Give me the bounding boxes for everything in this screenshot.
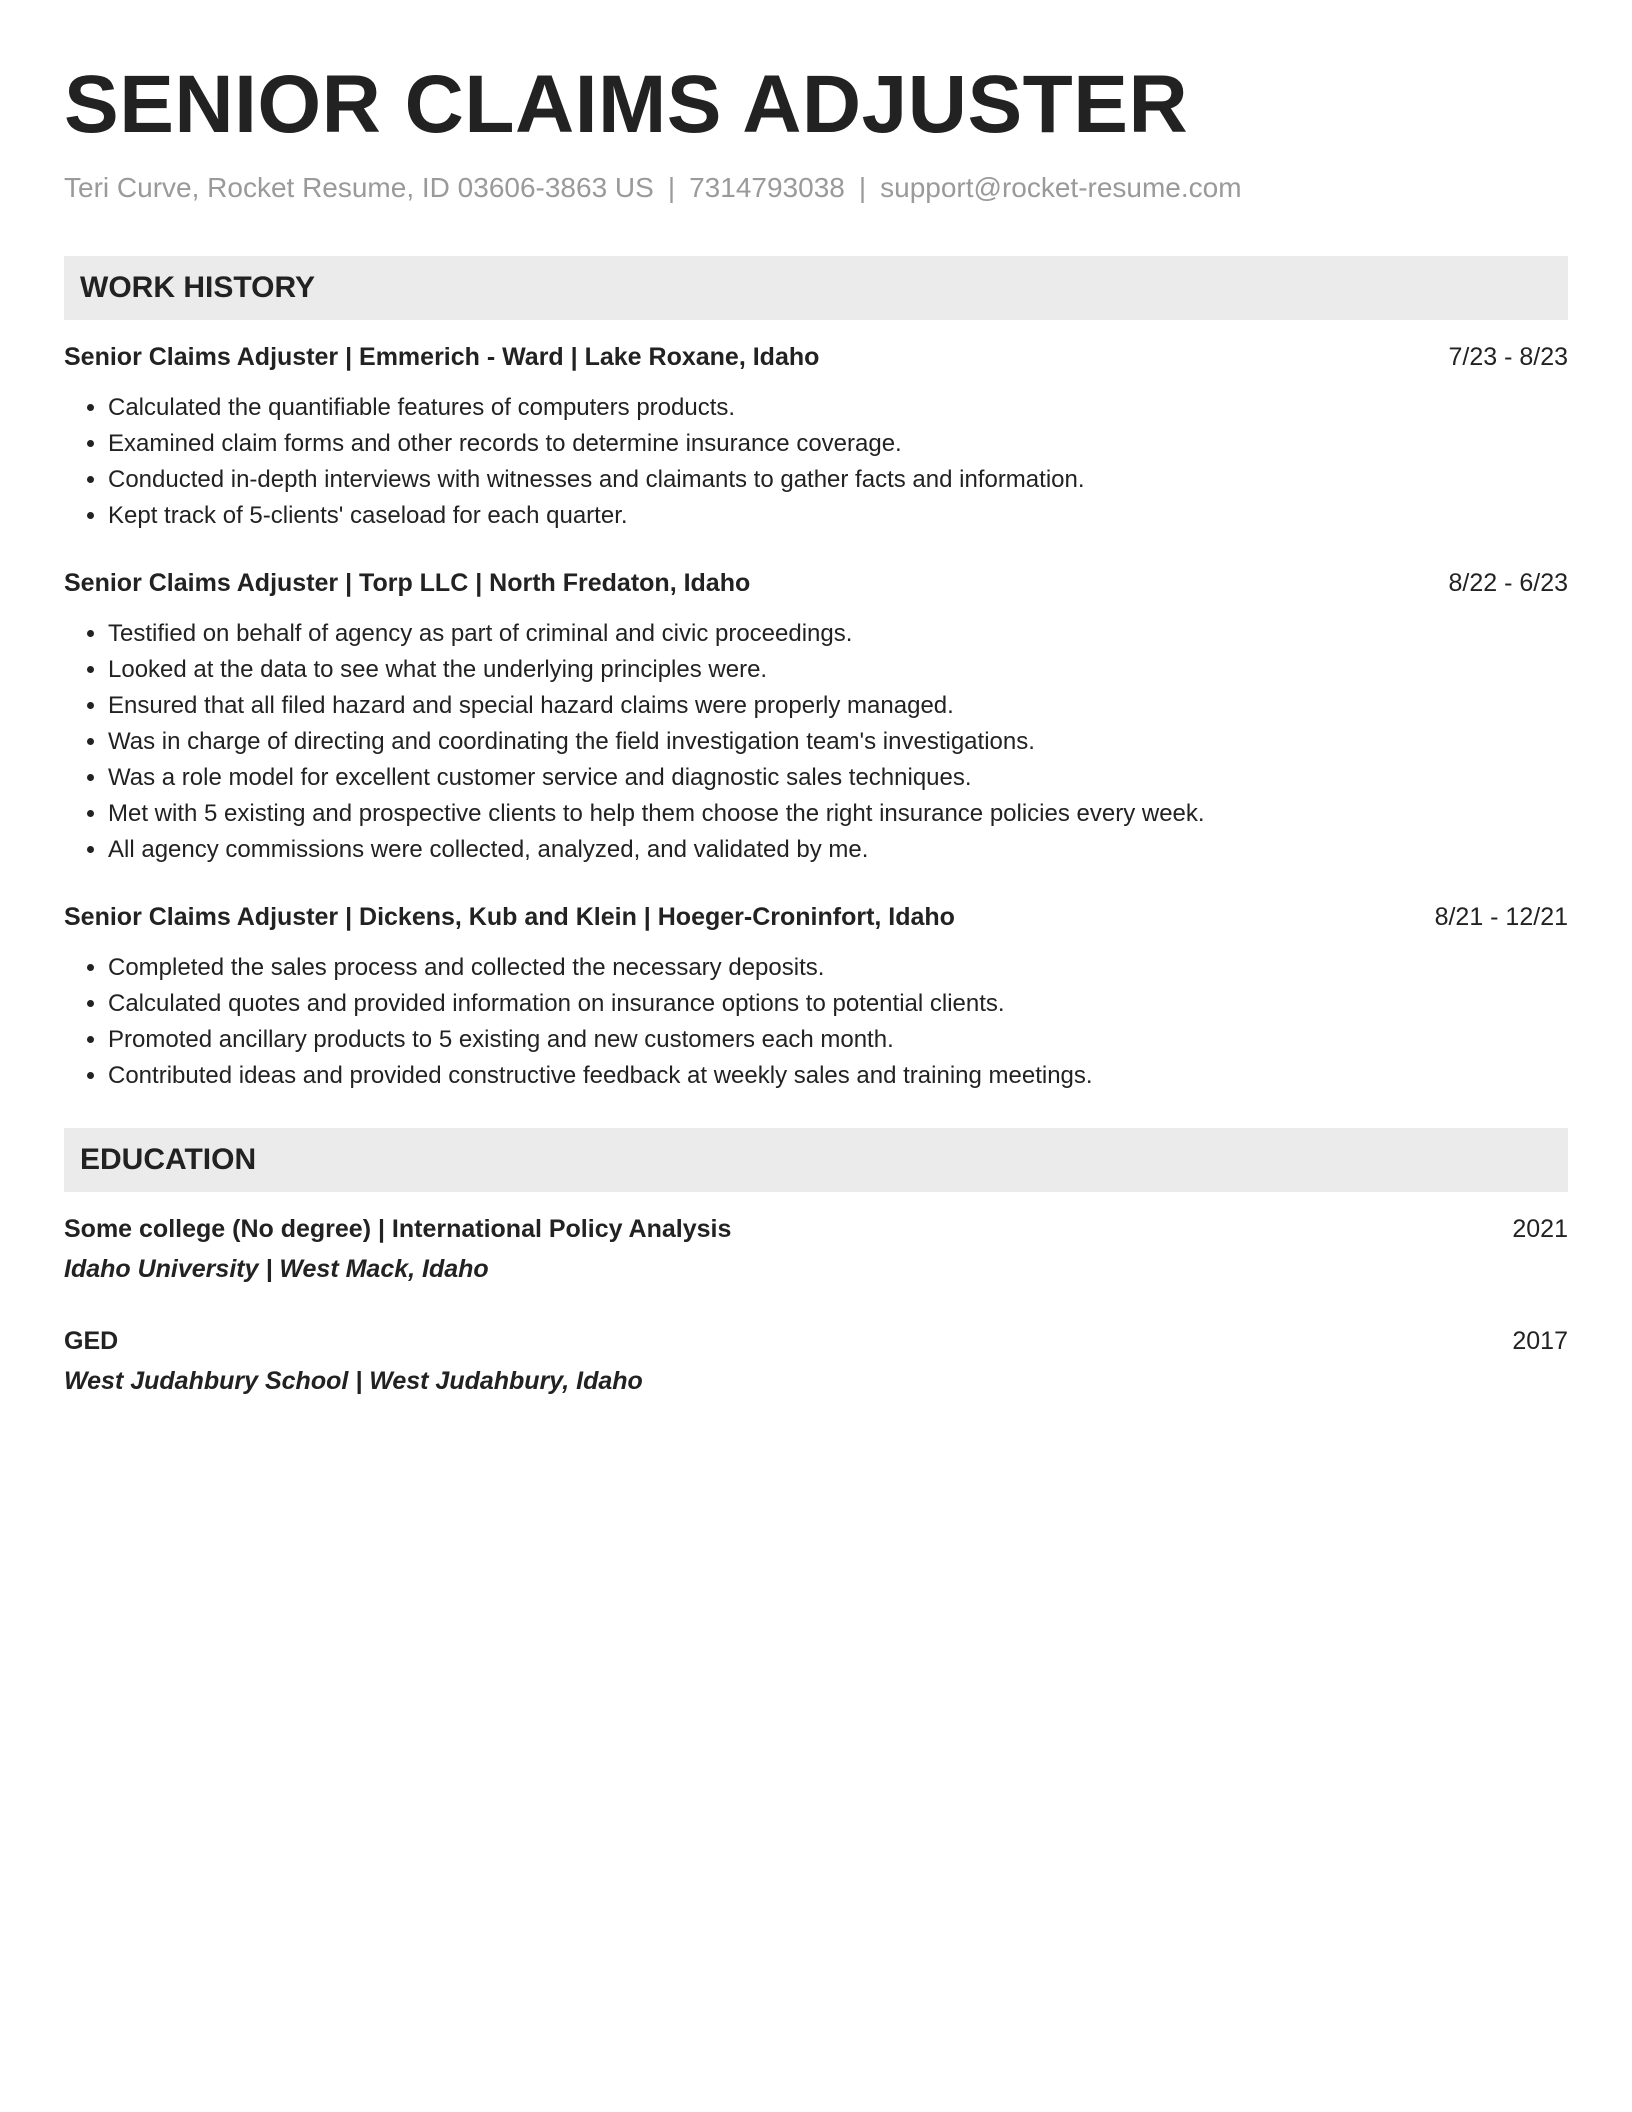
job-bullet: • Was in charge of directing and coordinating the field investigation team's investigations. [108,724,1568,760]
education-degree: GED [64,1327,119,1355]
education-entry [64,1212,1568,1286]
job-bullet: • Looked at the data to see what the underlying principles were. [108,652,1568,688]
job-bullet-list [64,950,1568,1094]
job-bullet: • Calculated the quantifiable features of computers products. [108,390,1568,426]
contact-separator: | [858,172,867,203]
education-year: 2021 [1512,1215,1568,1243]
job-bullet: • Examined claim forms and other records to determine insurance coverage. [108,426,1568,462]
job-bullet: • Completed the sales process and collected the necessary deposits. [108,950,1568,986]
job-bullet: • Calculated quotes and provided information on insurance options to potential clients. [108,986,1568,1022]
job-entry [64,340,1568,534]
job-bullet: • Was a role model for excellent customer service and diagnostic sales techniques. [108,760,1568,796]
contact-address: Teri Curve, Rocket Resume, ID 03606-3863 US [64,172,654,203]
job-bullet: • Testified on behalf of agency as part of criminal and civic proceedings. [108,616,1568,652]
job-title: Senior Claims Adjuster | Emmerich - Ward | Lake Roxane, Idaho [64,343,820,371]
job-dates: 8/22 - 6/23 [1448,569,1568,597]
job-bullet: • Conducted in-depth interviews with witnesses and claimants to gather facts and information. [108,462,1568,498]
job-heading-row [64,340,1568,374]
job-dates: 8/21 - 12/21 [1434,903,1568,931]
contact-line [64,170,1568,206]
job-bullet-list [64,390,1568,534]
job-bullet: • Ensured that all filed hazard and special hazard claims were properly managed. [108,688,1568,724]
job-bullet: • Contributed ideas and provided constructive feedback at weekly sales and training meetings. [108,1058,1568,1094]
job-bullet-list [64,616,1568,868]
job-heading-row [64,566,1568,600]
job-bullet: • Promoted ancillary products to 5 existing and new customers each month. [108,1022,1568,1058]
job-title: Senior Claims Adjuster | Torp LLC | North Fredaton, Idaho [64,569,751,597]
job-dates: 7/23 - 8/23 [1448,343,1568,371]
job-bullet: • Met with 5 existing and prospective clients to help them choose the right insurance policies every week. [108,796,1568,832]
contact-separator: | [667,172,676,203]
education-year: 2017 [1512,1327,1568,1355]
education-heading-row [64,1324,1568,1358]
job-title: Senior Claims Adjuster | Dickens, Kub and Klein | Hoeger-Croninfort, Idaho [64,903,955,931]
education-school: West Judahbury School | West Judahbury, Idaho [64,1367,643,1395]
job-bullet: • Kept track of 5-clients' caseload for each quarter. [108,498,1568,534]
education-entry [64,1324,1568,1398]
job-entry [64,566,1568,868]
section-header-education: EDUCATION [64,1128,1568,1192]
education-heading-row [64,1212,1568,1246]
section-header-work-history: WORK HISTORY [64,256,1568,320]
job-entry [64,900,1568,1094]
job-bullet: • All agency commissions were collected, analyzed, and validated by me. [108,832,1568,868]
education-degree: Some college (No degree) | International Policy Analysis [64,1215,732,1243]
resume-name-title: SENIOR CLAIMS ADJUSTER [64,59,1189,150]
contact-phone: 7314793038 [689,172,845,203]
job-heading-row [64,900,1568,934]
education-school: Idaho University | West Mack, Idaho [64,1255,489,1283]
contact-email: support@rocket-resume.com [880,172,1242,203]
